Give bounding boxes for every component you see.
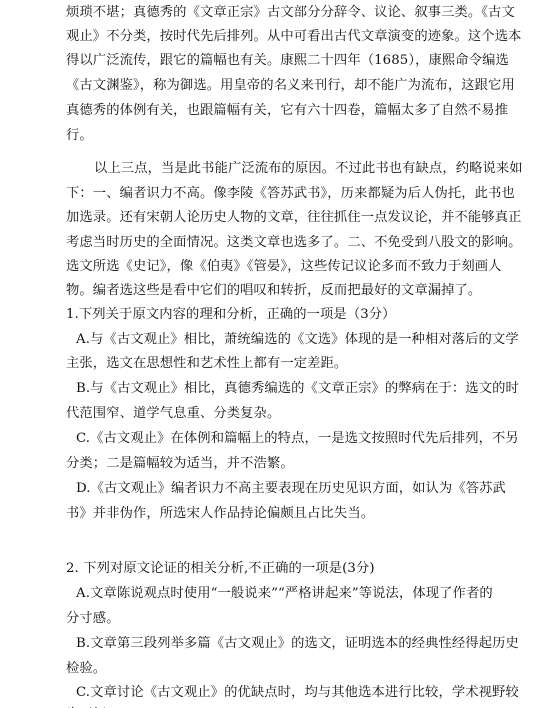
option-b-line: B.文章第三段列举多篇《古文观止》的选文，证明选本的经典性经得起历史 [76, 636, 519, 651]
option-a-line: 分寸感。 [66, 611, 120, 626]
question-2-stem: 2. 下列对原文论证的相关分析,不正确的一项是(3分) [66, 561, 375, 576]
paragraph-first-line: 以上三点，当是此书能广泛流布的原因。不过此书也有缺点，约略说来如 [94, 161, 523, 176]
text-line: 真德秀的体例有关，也跟篇幅有关，它有六十四卷，篇幅太多了自然不易推 [66, 103, 509, 118]
question-1-stem: 1.下列关于原文内容的理和分析，正确的一项是（3分） [66, 307, 396, 322]
option-b-line: 代范围窄、道学气息重、分类复杂。 [66, 406, 281, 421]
text-line: 物。编者选这些是看中它们的唱叹和转折，反而把最好的文章漏掉了。 [66, 283, 482, 298]
option-c-line: C.文章讨论《古文观止》的优缺点时，均与其他选本进行比较，学术视野较 [76, 685, 519, 700]
option-c-line: 分类；二是篇幅较为适当，并不浩繁。 [66, 456, 294, 471]
text-line: 观止》不分类，按时代先后排列。从中可看出古代文章演变的迹象。这个选本 [66, 29, 522, 44]
option-b-line: 检验。 [66, 661, 107, 676]
option-b-line: B.与《古文观止》相比，真德秀编选的《文章正宗》的弊病在于：选文的时 [76, 381, 519, 396]
text-line: 《古文渊鉴》，称为御选。用皇帝的名义来刊行，却不能广为流布，这跟它用 [66, 78, 515, 93]
option-d-line: D.《古文观止》编者识力不高主要表现在历史见识方面，如认为《答苏武 [76, 481, 506, 496]
text-line: 加选录。还有宋朝人论历史人物的文章，往往抓住一点发议论，并不能够真正 [66, 210, 522, 225]
text-line: 得以广泛流传，跟它的篇幅也有关。康熙二十四年（1685），康熙命令编选 [66, 53, 509, 68]
option-c-line: C.《古文观止》在体例和篇幅上的特点，一是选文按照时代先后排列，不另 [76, 431, 519, 446]
text-line: 下：一、编者识力不高。像李陵《答苏武书》，历来都疑为后人伪托，此书也 [66, 186, 515, 201]
option-a-line: A.与《古文观止》相比，萧统编选的《文选》体现的是一种相对落后的文学 [76, 332, 519, 347]
option-a-line: 主张，选文在思想性和艺术性上都有一定差距。 [66, 356, 348, 371]
text-line: 行。 [66, 128, 93, 143]
text-line: 选文所选《史记》，像《伯夷》《管晏》，这些传记议论多而不致力于刻画人 [66, 259, 502, 274]
option-a-line: A.文章陈说观点时使用“一般说来”“严格讲起来”等说法，体现了作者的 [76, 586, 493, 601]
option-d-line: 书》并非伪作，所选宋人作品持论偏颇且占比失当。 [66, 506, 375, 521]
text-line: 烦琐不堪；真德秀的《文章正宗》古文部分分辞令、议论、叙事三类。《古文 [66, 5, 515, 20]
text-line: 考虑当时历史的全面情况。这类文章也选多了。二、不免受到八股文的影响。 [66, 235, 522, 250]
